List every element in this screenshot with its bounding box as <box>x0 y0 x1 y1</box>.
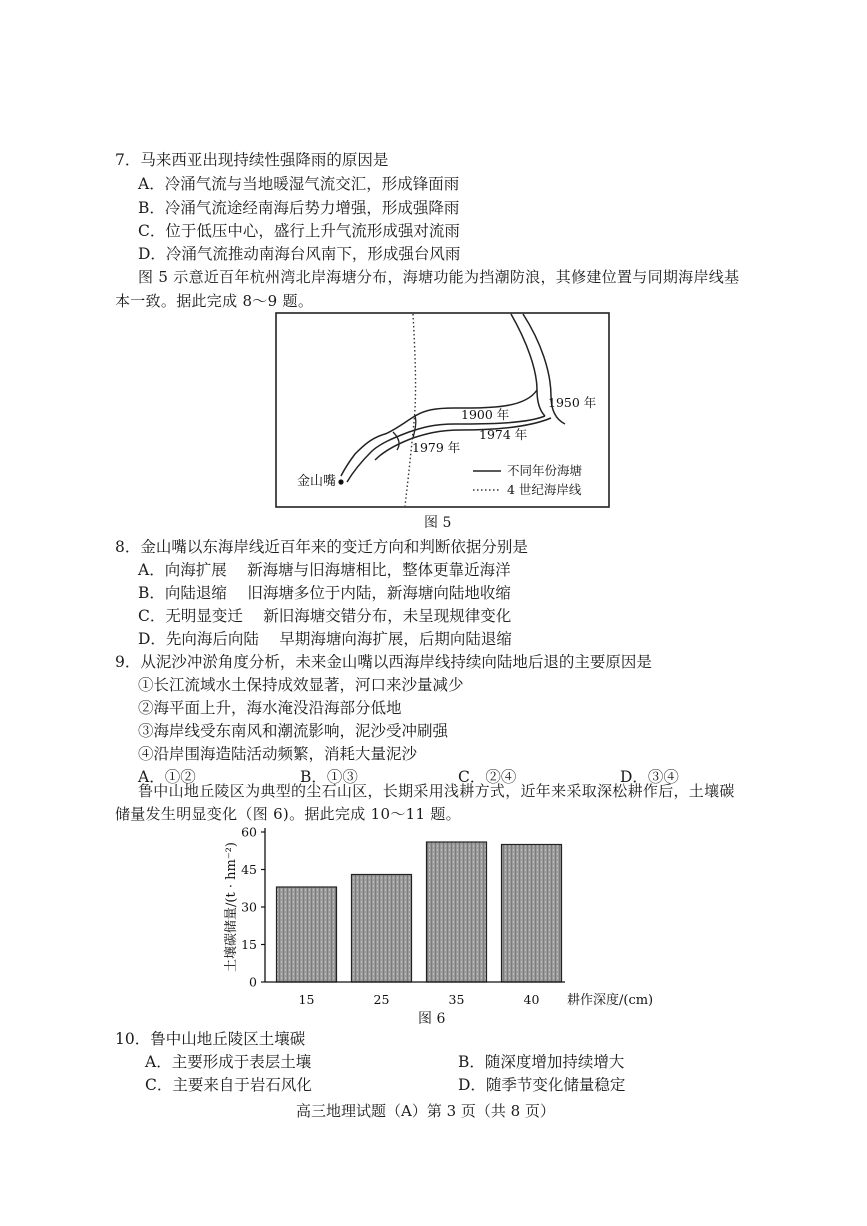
x-axis-label: 耕作深度/(cm) <box>567 993 654 1006</box>
q9-choice-c: C．②④ <box>458 768 517 786</box>
intro-fig6-line1: 鲁中山地丘陵区为典型的尘石山区，长期采用浅耕方式，近年来采取深松耕作后，土壤碳 <box>138 782 735 800</box>
label-1950: 1950 年 <box>548 395 597 410</box>
q10-option-d: D．随季节变化储量稳定 <box>458 1076 626 1094</box>
x-tick-label: 35 <box>448 992 465 1006</box>
y-tick-label: 30 <box>241 899 257 915</box>
page-footer: 高三地理试题（A）第 3 页（共 8 页） <box>296 1102 555 1120</box>
q9-item-3: ③海岸线受东南风和潮流影响，泥沙受冲刷强 <box>138 722 449 740</box>
q10-option-c: C．主要来自于岩石风化 <box>145 1076 312 1094</box>
q7-option-d: D．冷涌气流推动南海台风南下，形成强台风雨 <box>138 245 461 263</box>
intro-fig5-line1: 图 5 示意近百年杭州湾北岸海塘分布，海塘功能为挡潮防浪，其修建位置与同期海岸线基 <box>138 268 740 286</box>
q7-stem: 7．马来西亚出现持续性强降雨的原因是 <box>115 151 389 169</box>
x-tick-label: 25 <box>373 992 390 1006</box>
q8-option-d: D．先向海后向陆 早期海塘向海扩展，后期向陆退缩 <box>138 630 512 648</box>
intro-fig5-line2: 本一致。据此完成 8～9 题。 <box>115 292 314 310</box>
y-tick-label: 60 <box>241 824 257 840</box>
q9-item-4: ④沿岸围海造陆活动频繁，消耗大量泥沙 <box>138 745 418 763</box>
intro-fig6-line2: 储量发生明显变化（图 6)。据此完成 10～11 题。 <box>115 805 461 823</box>
q9-choice-d: D．③④ <box>620 768 679 786</box>
bar-depth-40 <box>502 845 562 983</box>
y-tick-label: 0 <box>249 974 257 990</box>
figure-6-bar-chart <box>215 820 655 1006</box>
label-1979: 1979 年 <box>412 440 461 455</box>
q9-stem: 9．从泥沙冲淤角度分析，未来金山嘴以西海岸线持续向陆地后退的主要原因是 <box>115 653 652 671</box>
q8-option-c: C．无明显变迁 新旧海塘交错分布，未呈现规律变化 <box>138 607 512 625</box>
q7-option-b: B．冷涌气流途经南海后势力增强，形成强降雨 <box>138 199 460 217</box>
label-jinshanzui: 金山嘴 <box>297 474 337 489</box>
q10-option-b: B．随深度增加持续增大 <box>458 1053 625 1071</box>
bar-depth-15 <box>277 887 337 982</box>
figure-5-caption: 图 5 <box>424 515 452 531</box>
q9-item-2: ②海平面上升，海水淹没沿海部分低地 <box>138 699 402 717</box>
legend-dotted-label: 4 世纪海岸线 <box>507 482 582 497</box>
q8-stem: 8．金山嘴以东海岸线近百年来的变迁方向和判断依据分别是 <box>115 538 528 556</box>
q9-item-1: ①长江流域水土保持成效显著，河口来沙量减少 <box>138 676 464 694</box>
y-tick-label: 45 <box>241 862 257 877</box>
q7-option-a: A．冷涌气流与当地暖湿气流交汇，形成锋面雨 <box>138 175 460 193</box>
q8-option-b: B．向陆退缩 旧海塘多位于内陆，新海塘向陆地收缩 <box>138 584 511 602</box>
x-tick-label: 15 <box>298 992 315 1006</box>
figure-5-map <box>275 312 610 508</box>
y-axis-label: 土壤碳储量/(t · hm⁻²) <box>224 842 239 972</box>
q8-option-a: A．向海扩展 新海塘与旧海塘相比，整体更靠近海洋 <box>138 561 511 579</box>
bar-depth-35 <box>427 842 487 982</box>
label-1900: 1900 年 <box>461 407 510 422</box>
figure-6-caption: 图 6 <box>418 1011 446 1027</box>
bar-depth-25 <box>352 875 412 983</box>
legend-solid-label: 不同年份海塘 <box>507 463 583 478</box>
q9-choice-b: B．①③ <box>300 768 358 786</box>
label-1974: 1974 年 <box>479 427 528 442</box>
q10-option-a: A．主要形成于表层土壤 <box>145 1053 312 1071</box>
q9-choice-a: A．①② <box>138 768 196 786</box>
q7-option-c: C．位于低压中心，盛行上升气流形成强对流雨 <box>138 222 460 240</box>
y-tick-label: 15 <box>241 937 257 952</box>
jinshanzui-point-icon <box>338 479 343 484</box>
q10-stem: 10．鲁中山地丘陵区土壤碳 <box>115 1030 306 1048</box>
x-tick-label: 40 <box>523 992 540 1006</box>
